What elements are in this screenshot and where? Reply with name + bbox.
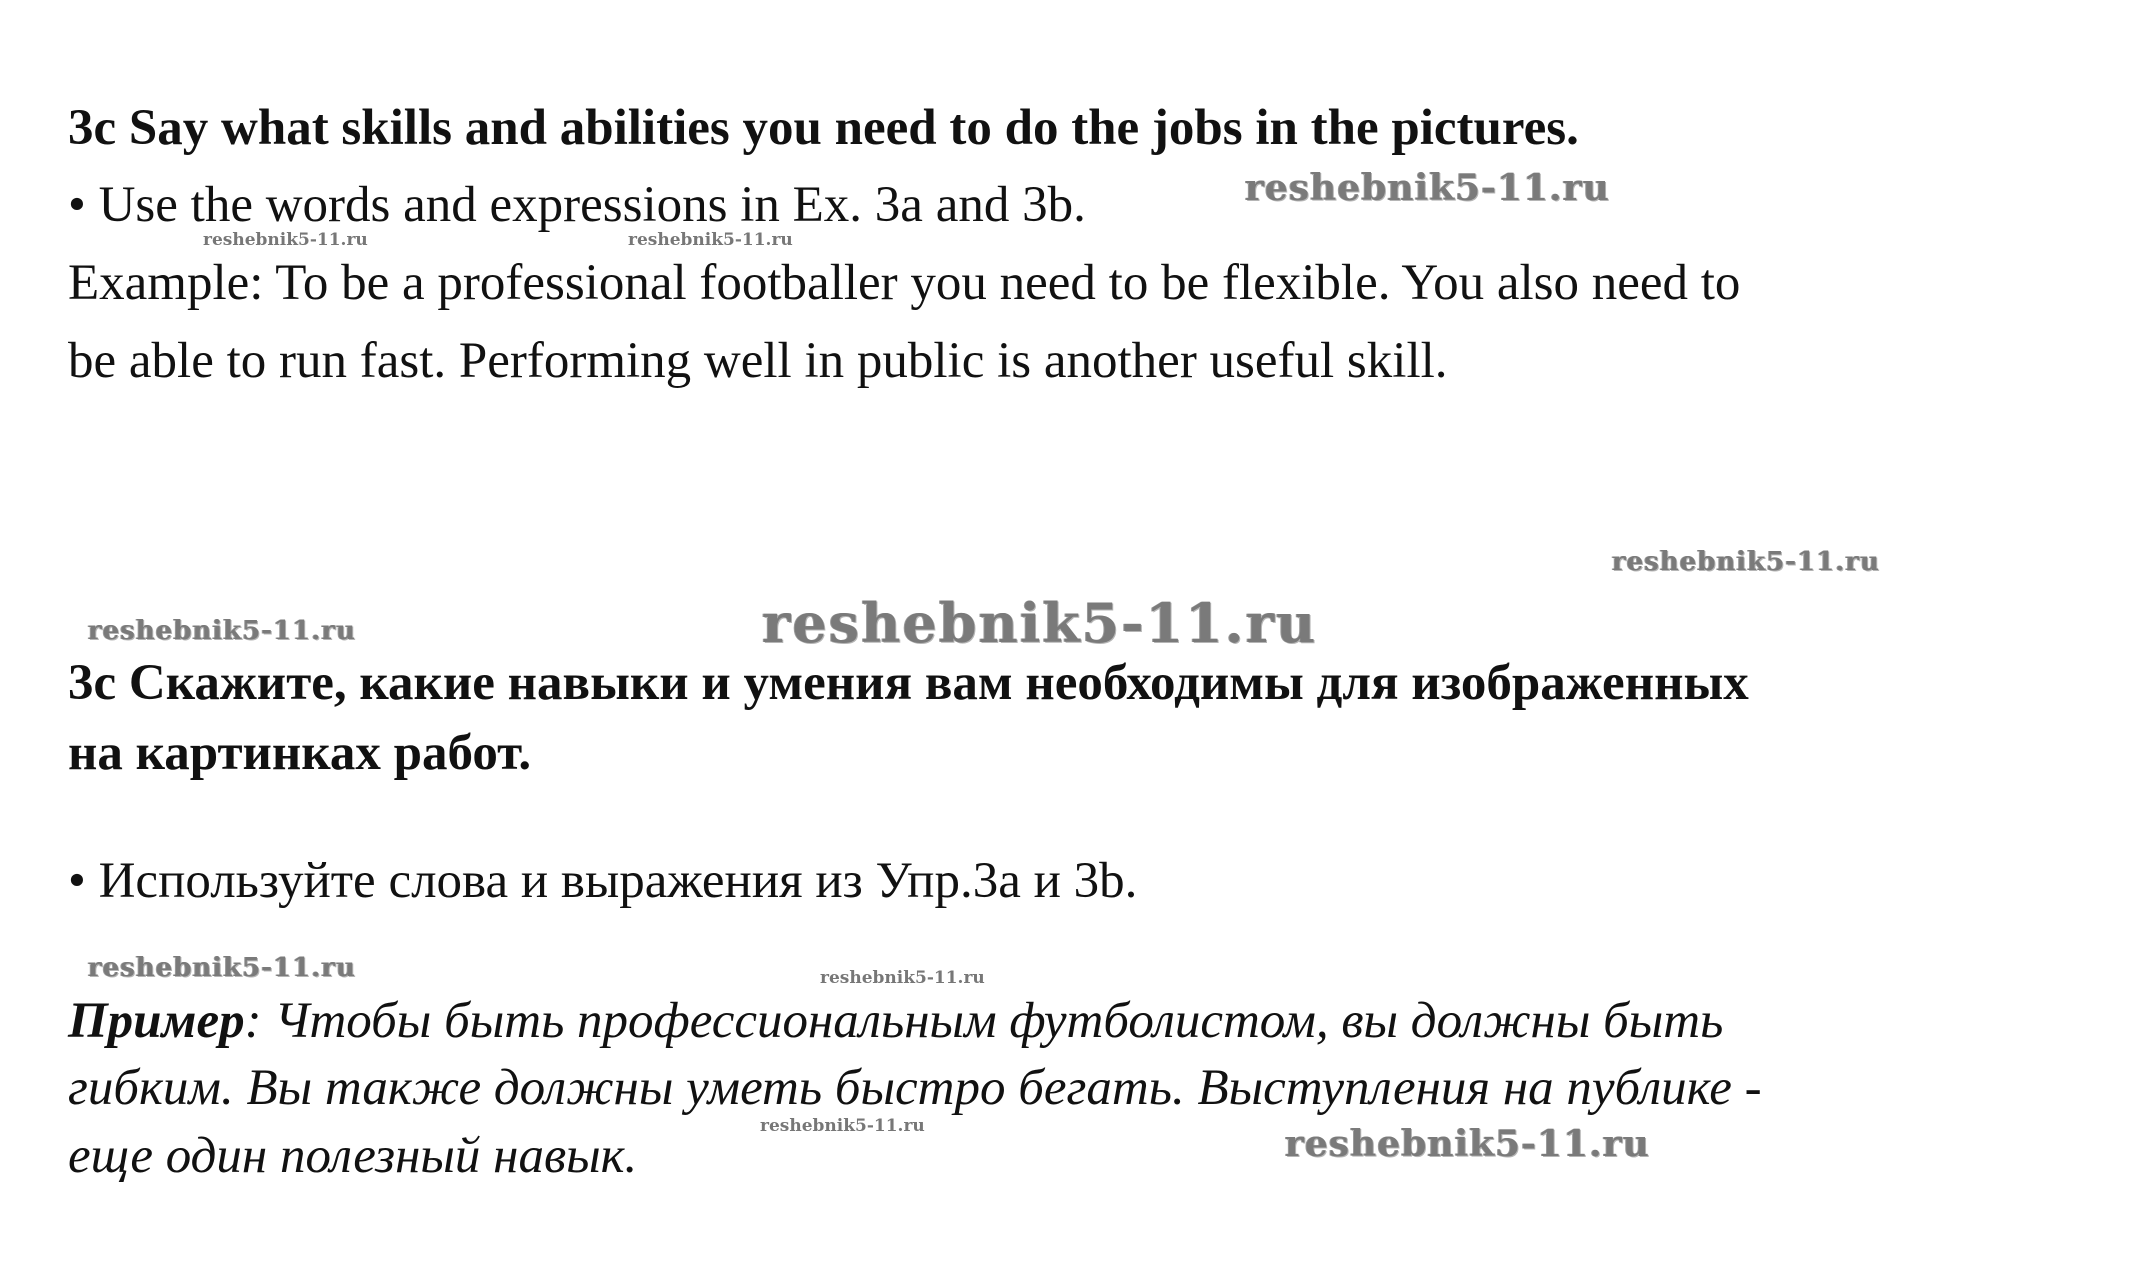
watermark: reshebnik5-11.ru (762, 591, 1318, 655)
english-bullet: • Use the words and expressions in Ex. 3a and 3b. (68, 177, 1086, 233)
watermark: reshebnik5-11.ru (203, 230, 368, 250)
watermark: reshebnik5-11.ru (1285, 1123, 1650, 1165)
russian-example-colon: : (244, 993, 262, 1049)
watermark: reshebnik5-11.ru (760, 1116, 925, 1136)
russian-example-line-1 (68, 993, 1724, 1049)
russian-heading-line-2: на картинках работ. (68, 725, 532, 781)
watermark: reshebnik5-11.ru (628, 230, 793, 250)
russian-example-line-2: гибким. Вы также должны уметь быстро бегать. Выступления на публике - (68, 1060, 1762, 1116)
watermark: reshebnik5-11.ru (88, 616, 357, 646)
english-example-line-2: be able to run fast. Performing well in public is another useful skill. (68, 333, 1448, 389)
russian-heading-line-1: 3c Скажите, какие навыки и умения вам необходимы для изображенных (68, 655, 1749, 711)
watermark: reshebnik5-11.ru (820, 968, 985, 988)
russian-example-label: Пример (68, 993, 245, 1049)
english-example-line-1: Example: To be a professional footballer you need to be flexible. You also need to (68, 255, 1741, 311)
watermark: reshebnik5-11.ru (88, 953, 357, 983)
russian-example-text-1: Чтобы быть профессиональным футболистом, вы должны быть (261, 993, 1724, 1049)
watermark: reshebnik5-11.ru (1245, 167, 1610, 209)
russian-bullet: • Используйте слова и выражения из Упр.3а и 3b. (68, 853, 1138, 909)
english-heading: 3c Say what skills and abilities you need to do the jobs in the pictures. (68, 100, 1579, 156)
russian-example-line-3: еще один полезный навык. (68, 1128, 638, 1184)
watermark: reshebnik5-11.ru (1612, 547, 1881, 577)
